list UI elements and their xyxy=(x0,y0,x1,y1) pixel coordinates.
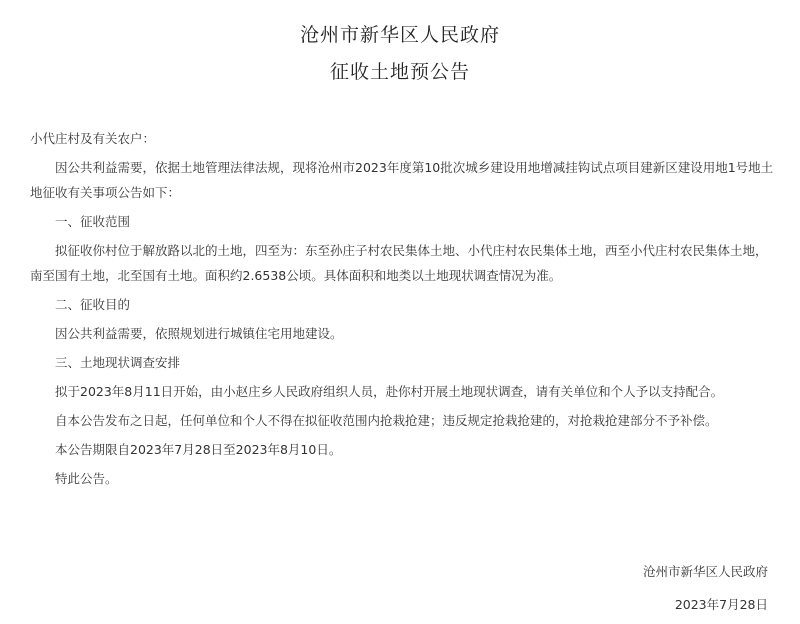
addressee: 小代庄村及有关农户： xyxy=(30,131,156,146)
period-paragraph: 本公告期限自2023年7月28日至2023年8月10日。 xyxy=(55,442,342,457)
section1-heading: 一、征收范围 xyxy=(55,214,131,229)
announcement-body xyxy=(30,126,775,495)
prohibition-paragraph: 自本公告发布之日起，任何单位和个人不得在拟征收范围内抢栽抢建；违反规定抢栽抢建的，对抢栽抢建部分不予补偿。 xyxy=(55,413,718,428)
government-name-title: 沧州市新华区人民政府 xyxy=(299,24,500,46)
section2-heading: 二、征收目的 xyxy=(55,297,131,312)
closing-paragraph: 特此公告。 xyxy=(55,471,118,486)
signature-date: 2023年7月28日 xyxy=(674,597,768,612)
section3-paragraph: 拟于2023年8月11日开始，由小赵庄乡人民政府组织人员，赴你村开展土地现状调查，请有关单位和个人予以支持配合。 xyxy=(55,384,724,399)
section2-paragraph: 因公共利益需要，依照规划进行城镇住宅用地建设。 xyxy=(55,326,343,341)
announcement-title: 征收土地预公告 xyxy=(329,61,470,83)
intro-paragraph: 因公共利益需要，依据土地管理法律法规，现将沧州市2023年度第10批次城乡建设用地增减挂钩试点项目建新区建设用地1号地土地征收有关事项公告如下： xyxy=(30,160,774,200)
section3-heading: 三、土地现状调查安排 xyxy=(55,355,181,370)
signature-organization: 沧州市新华区人民政府 xyxy=(642,564,768,579)
section1-paragraph: 拟征收你村位于解放路以北的土地，四至为：东至孙庄子村农民集体土地、小代庄村农民集体土地，西至小代庄村农民集体土地，南至国有土地，北至国有土地。面积约2.6538公顷。具体面积和地类以土地现状调查情况为准。 xyxy=(30,243,768,283)
